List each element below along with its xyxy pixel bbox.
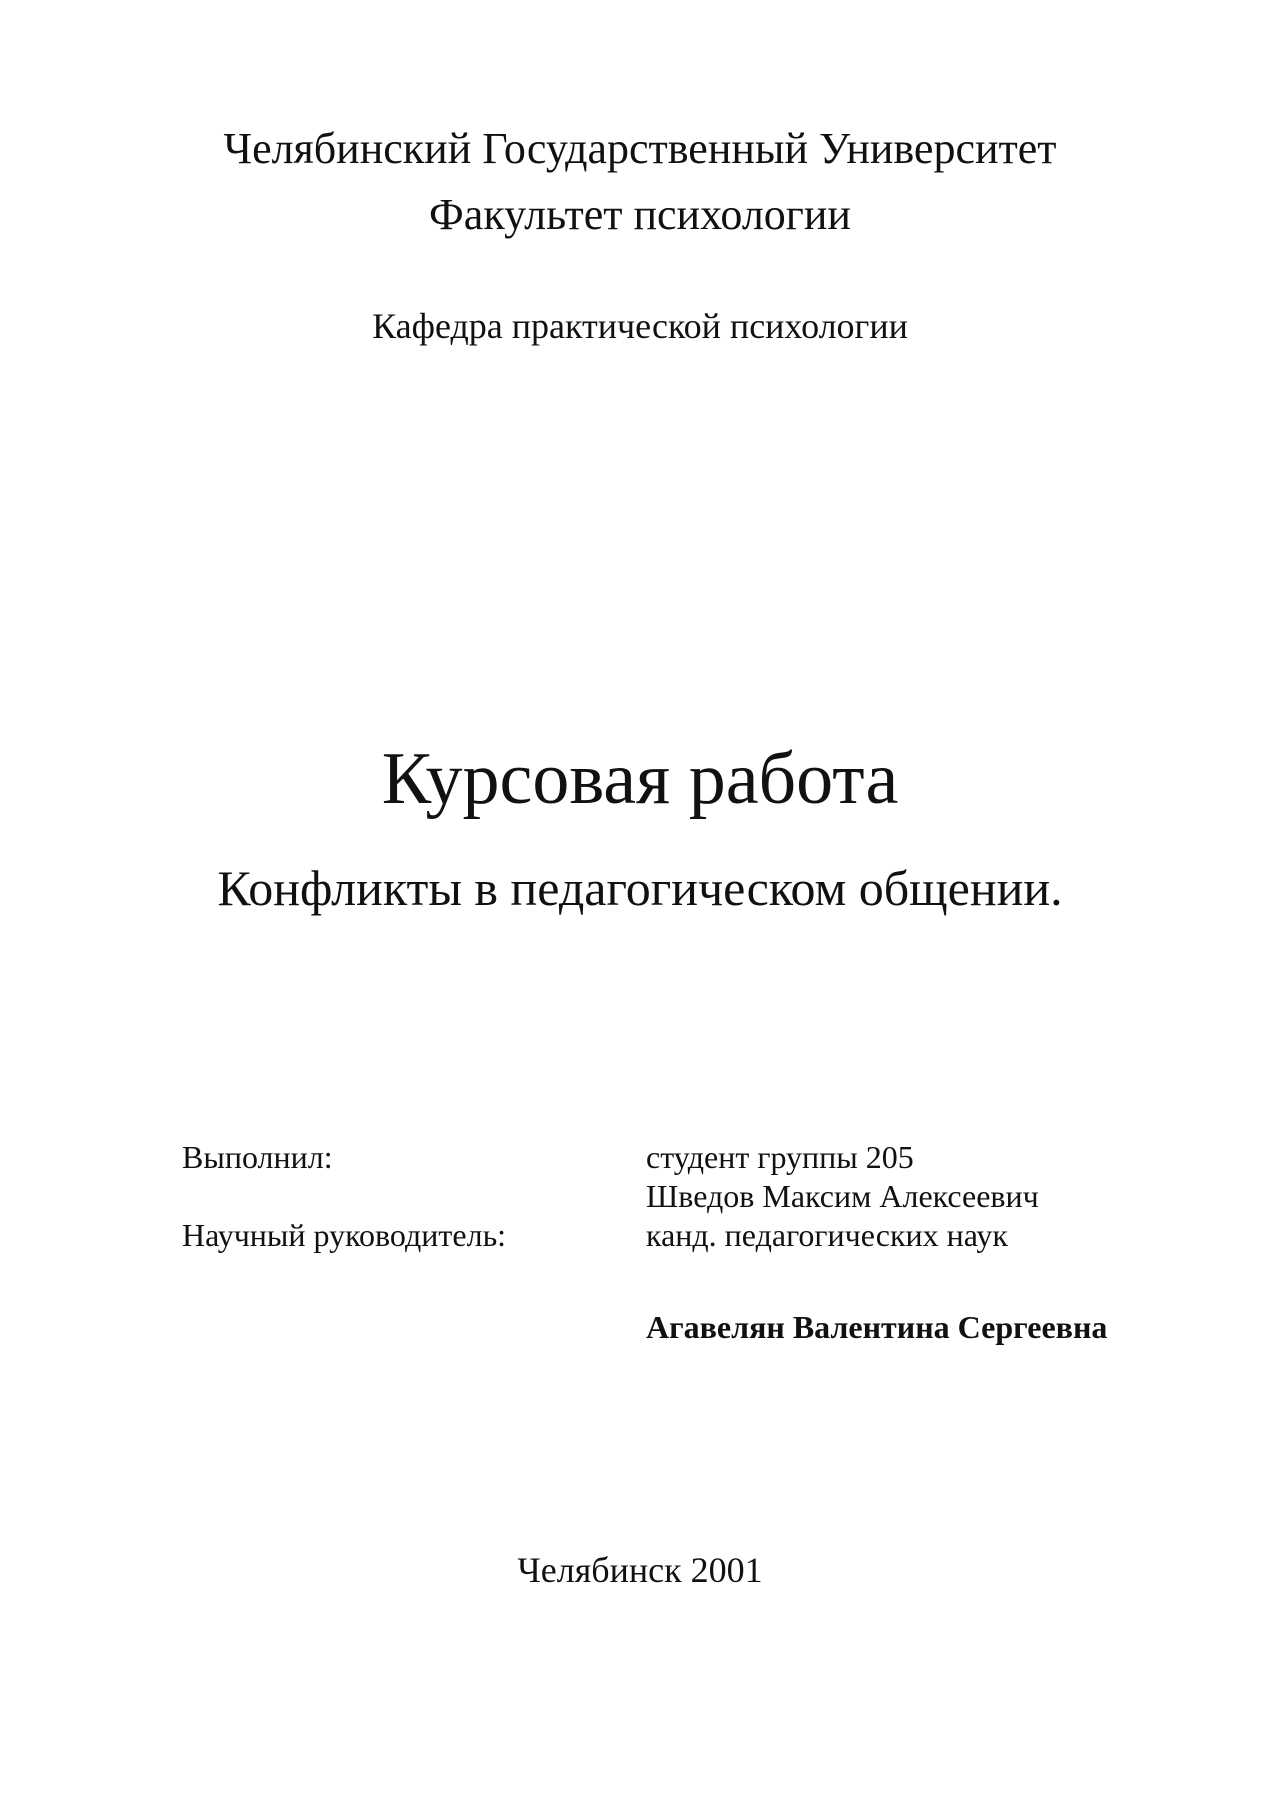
faculty-name: Факультет психологии	[429, 190, 851, 239]
work-title: Конфликты в педагогическом общении.	[217, 860, 1063, 916]
university-name: Челябинский Государственный Университет	[223, 124, 1057, 173]
student-group: студент группы 205	[646, 1139, 914, 1175]
supervisor-label: Научный руководитель:	[182, 1217, 507, 1253]
work-type-heading: Курсовая работа	[381, 738, 899, 820]
supervisor-name: Агавелян Валентина Сергеевна	[646, 1309, 1108, 1345]
department-name: Кафедра практической психологии	[372, 306, 908, 346]
city-year: Челябинск 2001	[517, 1550, 763, 1590]
supervisor-degree: канд. педагогических наук	[646, 1217, 1008, 1253]
student-name: Шведов Максим Алексеевич	[646, 1178, 1039, 1214]
performed-by-label: Выполнил:	[182, 1139, 333, 1175]
